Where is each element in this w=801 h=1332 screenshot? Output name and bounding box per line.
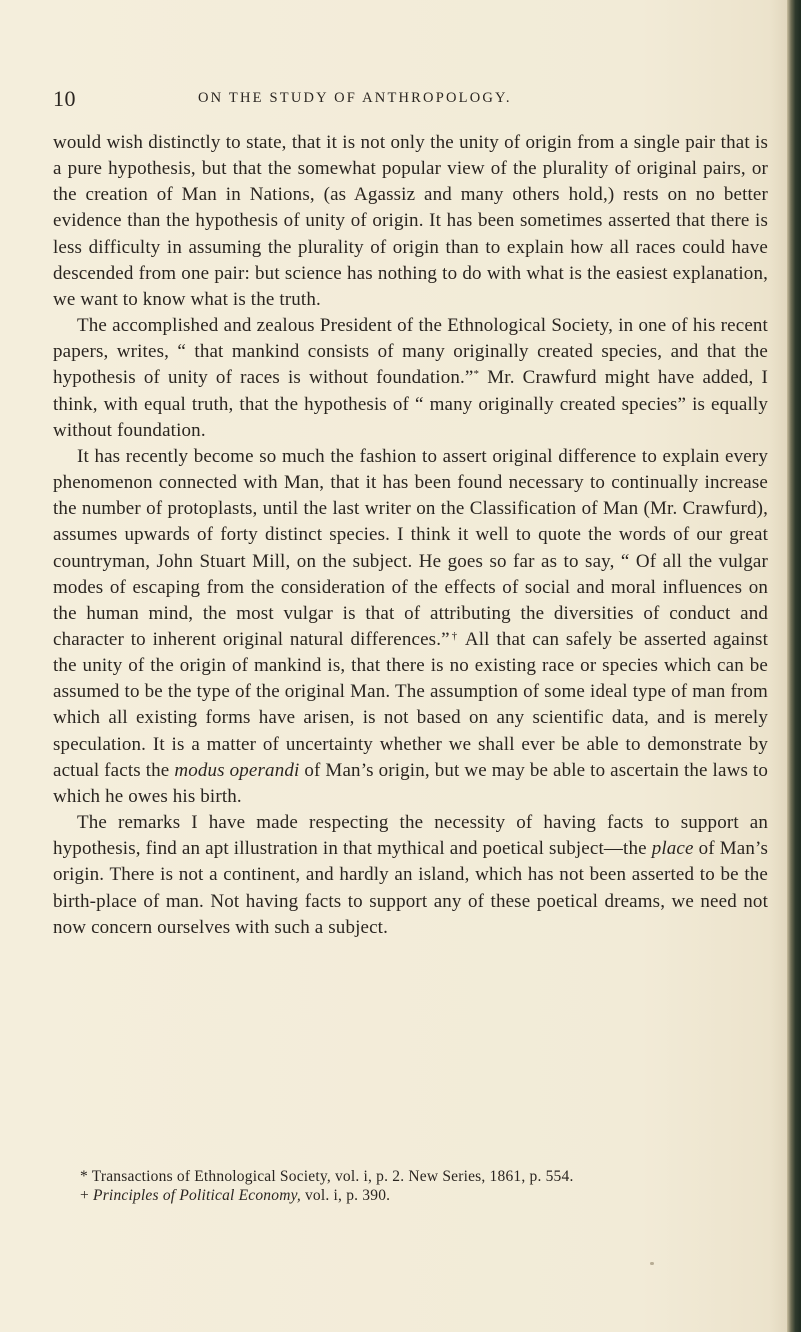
text-run: The accomplished and zealous President of the Ethnological Society, in one of his recent papers, writes, “ that mankind consists of many originally created species, and that the hypothesis of unity of races is without foundation.” bbox=[53, 315, 768, 389]
text-run: would wish distinctly to state, that it is not only the unity of origin from a single pair that is a pure hypothesis, but that the somewhat popular view of the plurality of original pairs, or the creation of Man in Nations, (as Agassiz and many others hold,) rests on no better evidence than the hypothesis of unity of origin. It has been sometimes asserted that there is less difficulty in assuming the plurality of origin than to explain how all races could have descended from one pair: but science has nothing to do with what is the easiest explanation, we want to know what is the truth. bbox=[53, 132, 768, 310]
text-run: * Transactions of Ethnological Society, vol. i, p. 2. New Series, 1861, p. 554. bbox=[80, 1168, 574, 1185]
body-text bbox=[53, 130, 768, 941]
paragraph bbox=[53, 130, 768, 313]
text-run: vol. i, p. 390. bbox=[300, 1187, 391, 1204]
paragraph bbox=[53, 313, 768, 444]
text-run: All that can safely be asserted against the unity of the origin of mankind is, that there is no existing race or species which can be assumed to be the type of the original Man. The assumption of some ideal type of man from which all existing forms have arisen, is not based on any scientific data, and is merely speculation. It is a matter of uncertainty whether we shall ever be able to demonstrate by actual facts the bbox=[53, 628, 768, 781]
text-run: of Man’s origin, but we may be able to ascertain the laws to which he owes his birth. bbox=[53, 759, 768, 807]
italic-text: modus operandi bbox=[174, 759, 300, 781]
page-header bbox=[53, 86, 753, 112]
paragraph bbox=[53, 810, 768, 941]
text-run: It has recently become so much the fashion to assert original difference to explain every phenomenon connected with Man, that it has been found necessary to continually increase the number of protoplasts, until the last writer on the Classification of Man (Mr. Crawfurd), assumes upwards of forty distinct species. I think it well to quote the words of our great countryman, John Stuart Mill, on the subject. He goes so far as to say, “ Of all the vulgar modes of escaping from the consideration of the effects of social and moral influences on the human mind, the most vulgar is that of attributing the diversities of conduct and character to inherent original natural differences.” bbox=[53, 445, 768, 650]
page-number: 10 bbox=[53, 86, 76, 111]
footnote bbox=[80, 1186, 770, 1205]
footnote-marker: † bbox=[449, 629, 460, 642]
running-head: ON THE STUDY OF ANTHROPOLOGY. bbox=[198, 90, 512, 106]
paper-speck bbox=[650, 1262, 654, 1265]
italic-text: Principles of Political Economy, bbox=[93, 1187, 301, 1204]
text-run: of Man’s origin. There is not a continent, and hardly an island, which has not been asserted to be the birth-place of man. Not having facts to support any of these poetical dreams, we need not now concern ourselves with such a subject. bbox=[53, 838, 768, 938]
footnote bbox=[80, 1167, 770, 1186]
text-run: + bbox=[80, 1187, 94, 1204]
footnotes bbox=[80, 1167, 770, 1205]
page-edge-binding bbox=[787, 0, 801, 1332]
italic-text: place bbox=[651, 838, 694, 860]
paragraph bbox=[53, 444, 768, 810]
footnote-marker: * bbox=[473, 368, 480, 381]
text-run: Mr. Crawfurd might have added, I think, with equal truth, that the hypothesis of “ many originally created species” is equally without foundation. bbox=[53, 367, 769, 441]
text-run: The remarks I have made respecting the necessity of having facts to support an hypothesis, find an apt illustration in that mythical and poetical subject—the bbox=[53, 812, 768, 860]
